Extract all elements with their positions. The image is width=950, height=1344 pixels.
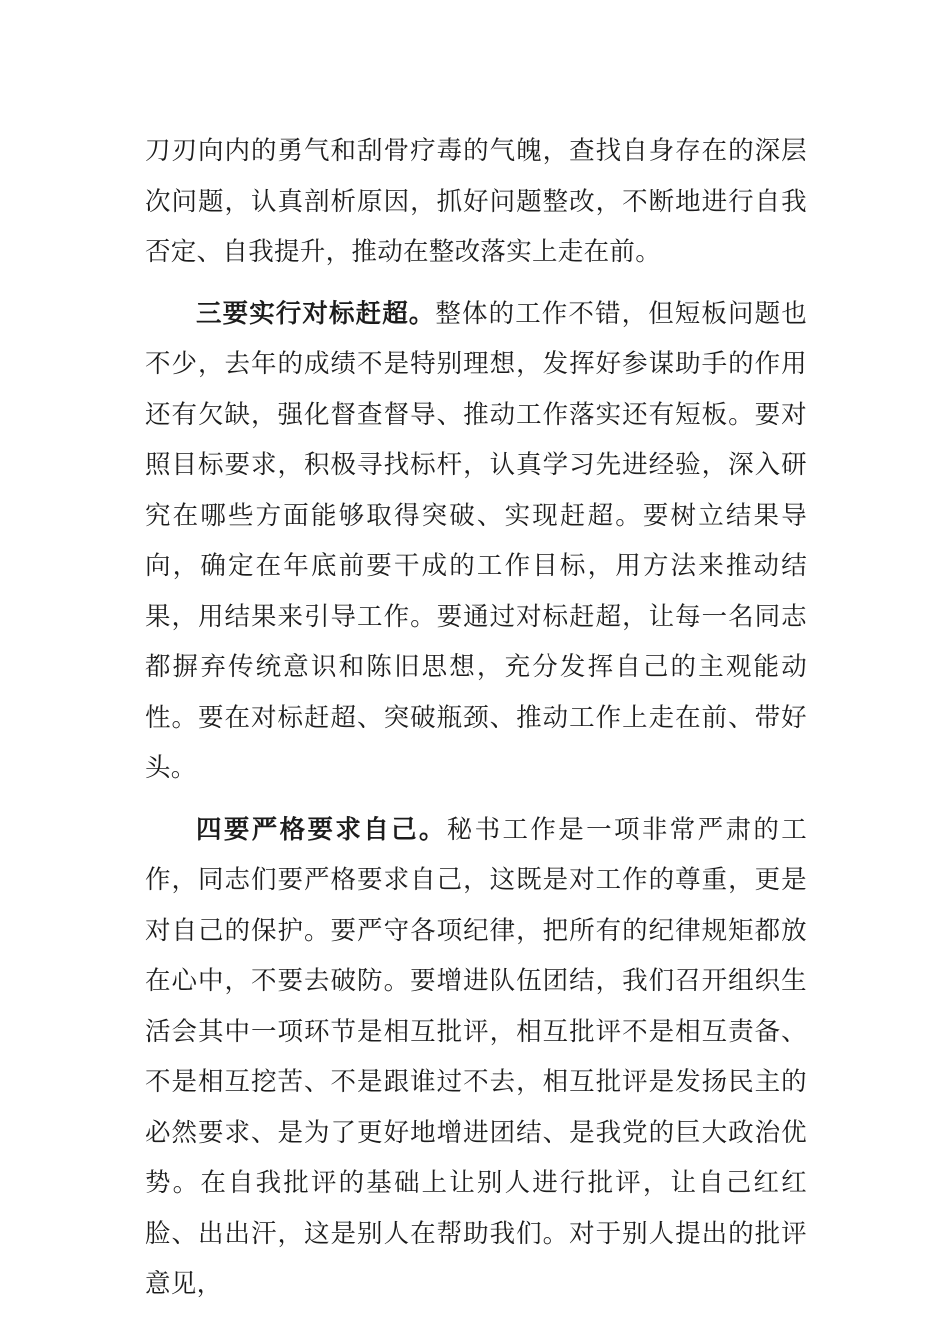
paragraph-benchmarking bbox=[145, 289, 807, 794]
paragraph-text: 整体的工作不错，但短板问题也不少，去年的成绩不是特别理想，发挥好参谋助手的作用还有欠缺，强化督查督导、推动工作落实还有短板。要对照目标要求，积极寻找标杆，认真学习先进经验，深入研究在哪些方面能够取得突破、实现赶超。要树立结果导向，确定在年底前要干成的工作目标，用方法来推动结果，用结果来引导工作。要通过对标赶超，让每一名同志都摒弃传统意识和陈旧思想，充分发挥自己的主观能动性。要在对标赶超、突破瓶颈、推动工作上走在前、带好头。 bbox=[145, 298, 808, 783]
paragraph-self-discipline bbox=[145, 805, 807, 1310]
paragraph-heading: 四要严格要求自己。 bbox=[196, 814, 447, 845]
paragraph-text: 刀刃向内的勇气和刮骨疗毒的气魄，查找自身存在的深层次问题，认真剖析原因，抓好问题整改，不断地进行自我否定、自我提升，推动在整改落实上走在前。 bbox=[145, 136, 807, 267]
paragraph-text: 秘书工作是一项非常严肃的工作，同志们要严格要求自己，这既是对工作的尊重，更是对自己的保护。要严守各项纪律，把所有的纪律规矩都放在心中，不要去破防。要增进队伍团结，我们召开组织生活会其中一项环节是相互批评，相互批评不是相互责备、不是相互挖苦、不是跟谁过不去，相互批评是发扬民主的必然要求、是为了更好地增进团结、是我党的巨大政治优势。在自我批评的基础上让别人进行批评，让自己红红脸、出出汗，这是别人在帮助我们。对于别人提出的批评意见， bbox=[145, 814, 807, 1299]
paragraph-heading: 三要实行对标赶超。 bbox=[196, 298, 436, 329]
document-body bbox=[145, 126, 807, 1310]
paragraph-continuation bbox=[145, 126, 807, 278]
